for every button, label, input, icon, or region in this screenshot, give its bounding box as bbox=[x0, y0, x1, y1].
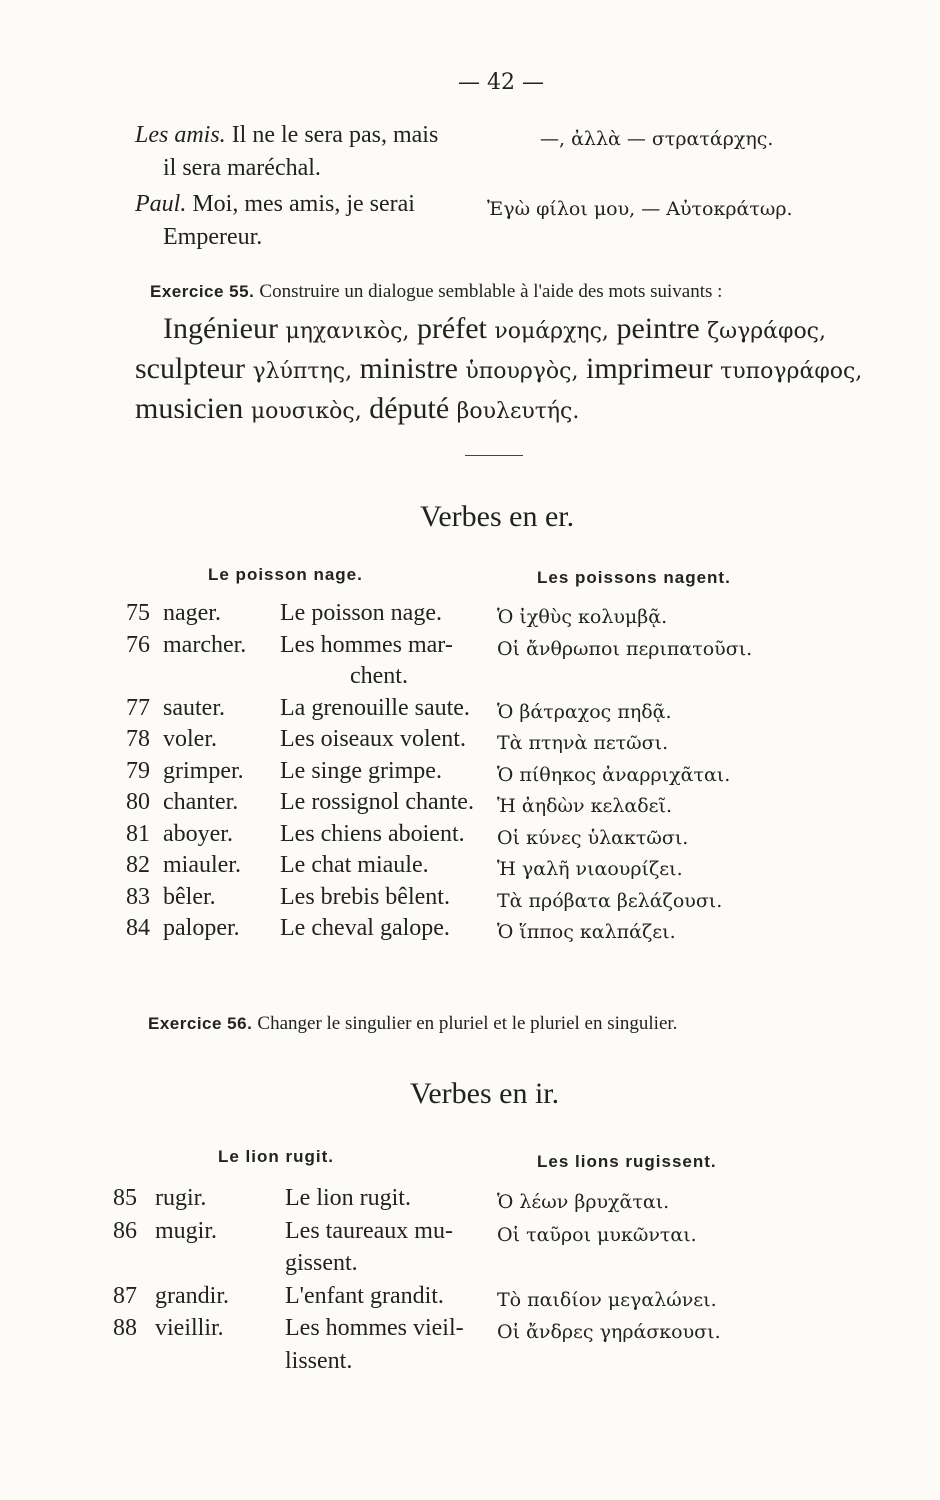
verb-infinitive: rugir. bbox=[155, 1185, 207, 1211]
vocab-french-word: peintre bbox=[608, 312, 708, 345]
greek-translation: Ὁ ἵππος καλπάζει. bbox=[497, 921, 676, 943]
verb-number: 76 bbox=[126, 631, 150, 658]
verb-number: 86 bbox=[113, 1217, 137, 1244]
greek-translation: Ὁ πίθηκος ἀναρριχᾶται. bbox=[497, 763, 731, 786]
verb-row bbox=[0, 758, 940, 792]
vocab-french-word: sculpteur bbox=[135, 352, 253, 385]
greek-translation: Ἡ ἀηδὼν κελαδεῖ. bbox=[497, 795, 672, 817]
example-sentence: Le cheval galope. bbox=[280, 915, 450, 941]
dialogue-text-1: Il ne le sera pas, mais bbox=[225, 122, 439, 148]
dialogue-line-2-cont: Empereur. bbox=[163, 224, 263, 250]
verb-number: 77 bbox=[126, 694, 150, 721]
section-divider bbox=[465, 455, 523, 456]
vocab-french-word: préfet bbox=[409, 312, 495, 345]
example-sentence-continuation: lissent. bbox=[285, 1347, 353, 1374]
verb-infinitive: chanter. bbox=[163, 789, 239, 815]
dialogue-line-2 bbox=[135, 191, 415, 218]
exercise-55-instruction: Construire un dialogue semblable à l'aide des mots suivants : bbox=[259, 281, 723, 302]
vocab-french-word: ministre bbox=[352, 352, 466, 385]
verb-number: 85 bbox=[113, 1185, 137, 1211]
greek-translation: Οἱ κύνες ὑλακτῶσι. bbox=[497, 826, 689, 849]
greek-translation: Οἱ ταῦροι μυκῶνται. bbox=[497, 1223, 697, 1246]
greek-translation: Ἡ γαλῆ νιαουρίζει. bbox=[497, 858, 683, 880]
example-sentence: Les taureaux mu- bbox=[285, 1217, 453, 1244]
verb-row bbox=[0, 632, 940, 666]
exercise-56-heading bbox=[148, 1013, 677, 1035]
verb-infinitive: marcher. bbox=[163, 631, 247, 658]
vocab-french-word: musicien bbox=[135, 392, 251, 425]
example-sentence: Les chiens aboient. bbox=[280, 820, 465, 847]
verb-number: 81 bbox=[126, 820, 150, 847]
verb-row bbox=[0, 1283, 940, 1317]
example-sentence-continuation: chent. bbox=[350, 663, 408, 689]
speaker-les-amis: Les amis. bbox=[135, 122, 226, 148]
vocab-greek-word: μουσικὸς, bbox=[250, 399, 362, 424]
greek-translation: Οἱ ἄνθρωποι περιπατοῦσι. bbox=[497, 637, 753, 660]
speaker-paul: Paul. bbox=[135, 191, 187, 217]
verb-number: 83 bbox=[126, 883, 150, 910]
example-sentence: Les brebis bêlent. bbox=[280, 883, 450, 910]
example-sentence: La grenouille saute. bbox=[280, 694, 470, 721]
example-sentence: Le chat miaule. bbox=[280, 852, 429, 878]
vocab-french-word: imprimeur bbox=[578, 352, 721, 385]
example-sentence: Le rossignol chante. bbox=[280, 789, 474, 815]
verb-row bbox=[0, 884, 940, 918]
verb-number: 80 bbox=[126, 789, 150, 815]
greek-translation: Ὁ λέων βρυχᾶται. bbox=[497, 1191, 670, 1213]
exercise-55-label: Exercice 55. bbox=[150, 282, 255, 301]
dialogue-greek-1: —, ἀλλὰ — στρατάρχης. bbox=[540, 128, 774, 150]
example-sentence: Le singe grimpe. bbox=[280, 757, 442, 784]
verb-number: 84 bbox=[126, 915, 150, 941]
vocab-greek-word: ζωγράφος, bbox=[707, 319, 826, 344]
verb-row bbox=[0, 1315, 940, 1349]
verb-infinitive: grandir. bbox=[155, 1282, 229, 1309]
verb-row bbox=[0, 915, 940, 949]
verb-infinitive: grimper. bbox=[163, 757, 244, 784]
page-number: — 42 — bbox=[458, 70, 544, 95]
example-sentence: Le poisson nage. bbox=[280, 600, 442, 626]
example-sentence: Le lion rugit. bbox=[285, 1185, 411, 1211]
verb-row-continuation bbox=[0, 663, 940, 697]
exercise-56-label: Exercice 56. bbox=[148, 1014, 253, 1033]
verb-infinitive: aboyer. bbox=[163, 820, 233, 847]
column-header-plural-er: Les poissons nagent. bbox=[537, 568, 731, 587]
verb-row bbox=[0, 726, 940, 760]
verb-row bbox=[0, 852, 940, 886]
vocab-line-2 bbox=[135, 352, 862, 386]
example-sentence-continuation: gissent. bbox=[285, 1250, 358, 1276]
verb-infinitive: bêler. bbox=[163, 883, 216, 910]
verb-row-continuation bbox=[0, 1250, 940, 1284]
verb-infinitive: voler. bbox=[163, 726, 217, 752]
verb-infinitive: miauler. bbox=[163, 852, 241, 878]
column-header-singular-ir: Le lion rugit. bbox=[218, 1147, 334, 1166]
vocab-greek-word: ὑπουργὸς, bbox=[465, 359, 579, 384]
greek-translation: Τὰ πρόβατα βελάζουσι. bbox=[497, 889, 723, 912]
example-sentence: Les hommes mar- bbox=[280, 631, 453, 658]
vocab-greek-word: τυπογράφος, bbox=[720, 359, 863, 384]
verb-row-continuation bbox=[0, 1348, 940, 1382]
dialogue-text-2: Moi, mes amis, je serai bbox=[186, 191, 415, 217]
greek-translation: Τὰ πτηνὰ πετῶσι. bbox=[497, 732, 669, 754]
greek-translation: Ὁ βάτραχος πηδᾷ. bbox=[497, 700, 672, 723]
verb-row bbox=[0, 600, 940, 634]
section-title-er: Verbes en er. bbox=[420, 500, 575, 533]
vocab-greek-word: μηχανικὸς, bbox=[285, 319, 410, 344]
greek-translation: Τὸ παιδίον μεγαλώνει. bbox=[497, 1288, 717, 1311]
vocab-line-3 bbox=[135, 392, 579, 426]
greek-translation: Οἱ ἄνδρες γηράσκουσι. bbox=[497, 1321, 721, 1343]
verb-infinitive: vieillir. bbox=[155, 1315, 224, 1341]
verb-infinitive: paloper. bbox=[163, 915, 240, 941]
dialogue-greek-2: Ἐγὼ φίλοι μου, — Αὐτοκράτωρ. bbox=[487, 198, 793, 220]
verb-number: 75 bbox=[126, 600, 150, 626]
dialogue-line-1-cont: il sera maréchal. bbox=[163, 155, 321, 181]
section-title-ir: Verbes en ir. bbox=[410, 1077, 560, 1110]
verb-row bbox=[0, 1218, 940, 1252]
verb-infinitive: nager. bbox=[163, 600, 221, 626]
verb-infinitive: mugir. bbox=[155, 1217, 218, 1244]
exercise-56-instruction: Changer le singulier en pluriel et le pluriel en singulier. bbox=[257, 1013, 678, 1034]
vocab-french-word: Ingénieur bbox=[163, 312, 286, 345]
vocab-line-1 bbox=[163, 312, 826, 346]
greek-translation: Ὁ ἰχθὺς κολυμβᾷ. bbox=[497, 606, 668, 628]
verb-row bbox=[0, 1185, 940, 1219]
example-sentence: Les hommes vieil- bbox=[285, 1315, 464, 1341]
verb-number: 87 bbox=[113, 1282, 137, 1309]
verb-row bbox=[0, 695, 940, 729]
verb-infinitive: sauter. bbox=[163, 694, 225, 721]
column-header-plural-ir: Les lions rugissent. bbox=[537, 1152, 717, 1171]
verb-number: 82 bbox=[126, 852, 150, 878]
verb-row bbox=[0, 789, 940, 823]
example-sentence: Les oiseaux volent. bbox=[280, 726, 466, 752]
dialogue-line-1 bbox=[135, 122, 438, 149]
vocab-greek-word: γλύπτης, bbox=[252, 359, 353, 384]
vocab-greek-word: νομάρχης, bbox=[494, 319, 609, 344]
verb-number: 79 bbox=[126, 757, 150, 784]
exercise-55-heading bbox=[150, 281, 722, 303]
example-sentence: L'enfant grandit. bbox=[285, 1282, 444, 1309]
verb-row bbox=[0, 821, 940, 855]
verb-number: 78 bbox=[126, 726, 150, 752]
verb-number: 88 bbox=[113, 1315, 137, 1341]
vocab-french-word: député bbox=[361, 392, 457, 425]
column-header-singular-er: Le poisson nage. bbox=[208, 565, 363, 584]
vocab-greek-word: βουλευτής. bbox=[456, 399, 580, 424]
